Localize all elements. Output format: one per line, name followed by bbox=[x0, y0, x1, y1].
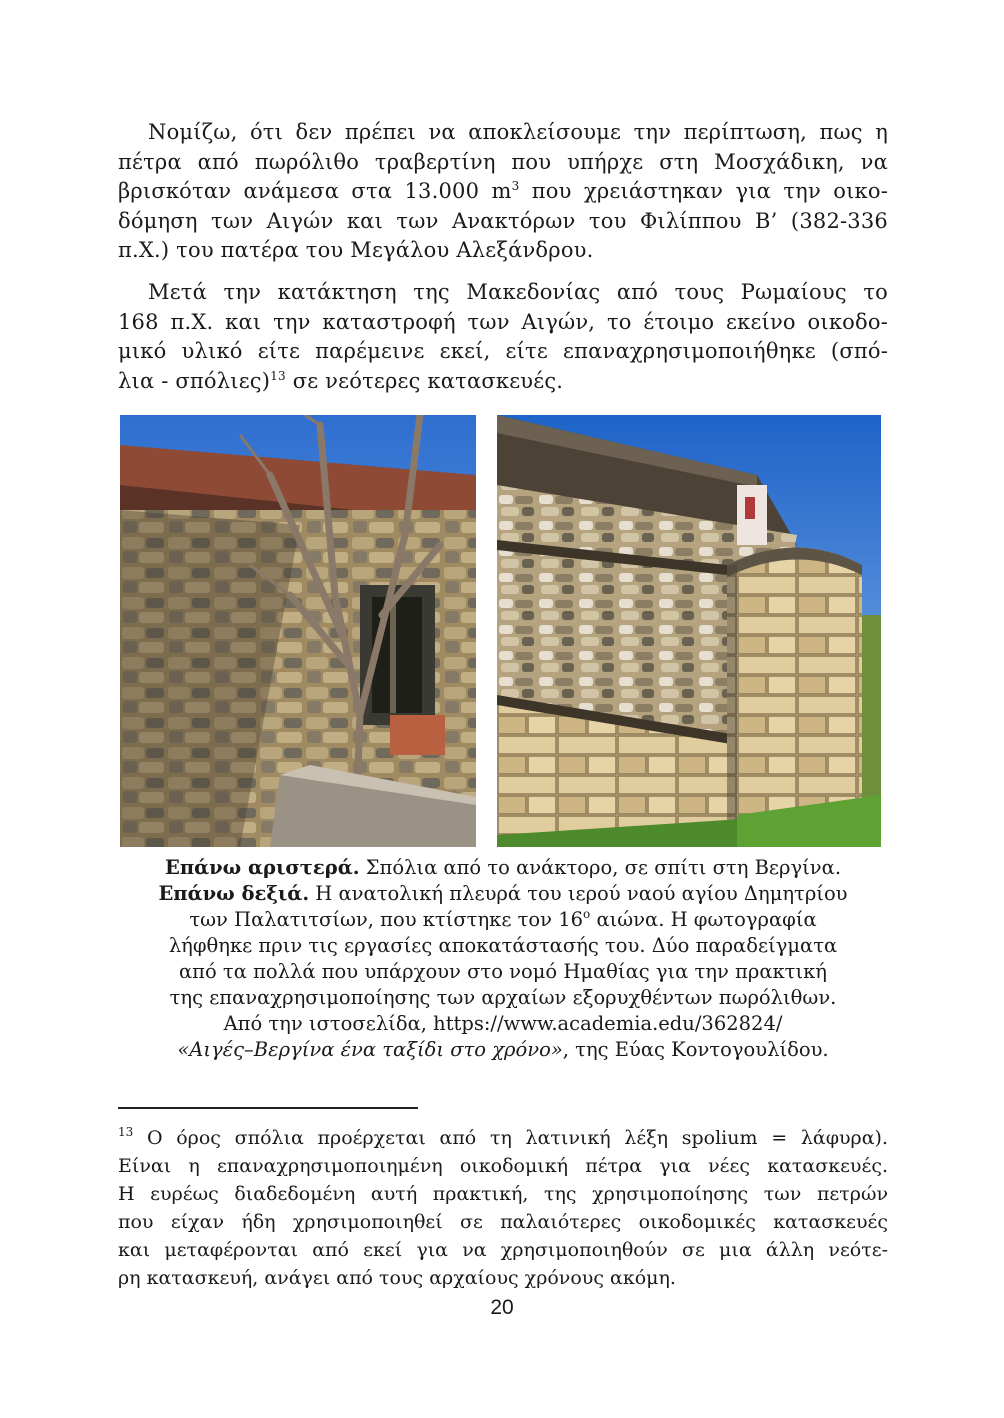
page-number: 20 bbox=[490, 1296, 514, 1319]
caption-line-6: της επαναχρησιμοποίησης των αρχαίων εξορυχθέντων πωρόλιθων. bbox=[169, 986, 837, 1009]
caption-line-2 bbox=[118, 881, 888, 907]
caption-label-right: Επάνω δεξιά. bbox=[158, 882, 310, 905]
text-segment: , της Εύας Κοντογουλίδου. bbox=[562, 1038, 829, 1061]
footnote-line-5: και μεταφέρονται από εκεί για να χρησιμοποιηθούν σε μια άλλη νεότε- bbox=[118, 1239, 888, 1261]
paragraph-1-line-5: π.Χ.) του πατέρα του Μεγάλου Αλεξάνδρου. bbox=[118, 238, 594, 262]
text-segment: Η ανατολική πλευρά του ιερού ναού αγίου Δημητρίου bbox=[309, 882, 848, 905]
photo-church-east-side bbox=[497, 415, 881, 847]
paragraph-1-line-3 bbox=[118, 177, 888, 207]
footnote-reference: 13 bbox=[270, 368, 286, 383]
footnote-number: 13 bbox=[118, 1125, 134, 1139]
superscript: 3 bbox=[511, 179, 520, 193]
photo-house-spolia bbox=[120, 415, 476, 847]
paragraph-1-line-4: δόμηση των Αιγών και των Ανακτόρων του Φιλίππου Β’ (382-336 bbox=[118, 208, 888, 233]
caption-line-1 bbox=[118, 855, 888, 881]
caption-line-7: Από την ιστοσελίδα, https://www.academia.edu/362824/ bbox=[223, 1012, 783, 1035]
superscript: ο bbox=[583, 907, 591, 921]
footnote-13 bbox=[118, 1124, 888, 1292]
paragraph-2 bbox=[118, 278, 888, 396]
caption-source-title: «Αιγές–Βεργίνα ένα ταξίδι στο χρόνο» bbox=[177, 1038, 563, 1061]
text-segment: σε νεότερες κατασκευές. bbox=[285, 368, 564, 393]
caption-line-5: από τα πολλά που υπάρχουν στο νομό Ημαθίας για την πρακτική bbox=[179, 960, 827, 983]
caption-line-8 bbox=[118, 1037, 888, 1063]
text-segment: που χρειάστηκαν για την οικο- bbox=[519, 179, 888, 203]
footnote-line-6: ρη κατασκευή, ανάγει από τους αρχαίους χρόνους ακόμη. bbox=[118, 1267, 676, 1289]
footnote-line-3: Η ευρέως διαδεδομένη αυτή πρακτική, της χρησιμοποίησης των πετρών bbox=[118, 1183, 888, 1205]
caption-label-left: Επάνω αριστερά. bbox=[164, 856, 360, 879]
paragraph-1-line-1: Νομίζω, ότι δεν πρέπει να αποκλείσουμε την περίπτωση, πως η bbox=[148, 120, 888, 144]
paragraph-2-line-1: Μετά την κατάκτηση της Μακεδονίας από τους Ρωμαίους το bbox=[148, 280, 888, 304]
paragraph-1 bbox=[118, 118, 888, 266]
text-segment: των Παλατιτσίων, που κτίστηκε τον 16 bbox=[189, 908, 584, 931]
text-segment: λια - σπόλιες) bbox=[118, 368, 271, 393]
figure-caption bbox=[118, 855, 888, 1063]
caption-line-4: λήφθηκε πριν τις εργασίες αποκατάστασής του. Δύο παραδείγματα bbox=[168, 934, 838, 957]
text-segment: αιώνα. Η φωτογραφία bbox=[590, 908, 817, 931]
footnote-separator bbox=[118, 1107, 418, 1109]
text-segment: Ο όρος σπόλια προέρχεται από τη λατινική λέξη spolium = λάφυρα). bbox=[133, 1127, 888, 1149]
paragraph-2-line-3: μικό υλικό είτε παρέμεινε εκεί, είτε επαναχρησιμοποιήθηκε (σπό- bbox=[118, 339, 888, 363]
footnote-line-1 bbox=[118, 1124, 888, 1152]
paragraph-2-line-4 bbox=[118, 367, 888, 397]
caption-line-3 bbox=[118, 907, 888, 933]
text-segment: Σπόλια από το ανάκτορο, σε σπίτι στη Βεργίνα. bbox=[359, 856, 842, 879]
footnote-line-2: Είναι η επαναχρησιμοποιημένη οικοδομική πέτρα για νέες κατασκευές. bbox=[118, 1155, 888, 1177]
text-segment: βρισκόταν ανάμεσα στα 13.000 m bbox=[118, 179, 512, 203]
paragraph-2-line-2: 168 π.Χ. και την καταστροφή των Αιγών, το έτοιμο εκείνο οικοδο- bbox=[118, 309, 888, 334]
footnote-line-4: που είχαν ήδη χρησιμοποιηθεί σε παλαιότερες οικοδομικές κατασκευές bbox=[118, 1211, 888, 1233]
paragraph-1-line-2: πέτρα από πωρόλιθο τραβερτίνη που υπήρχε στη Μοσχάδικη, να bbox=[118, 149, 888, 174]
